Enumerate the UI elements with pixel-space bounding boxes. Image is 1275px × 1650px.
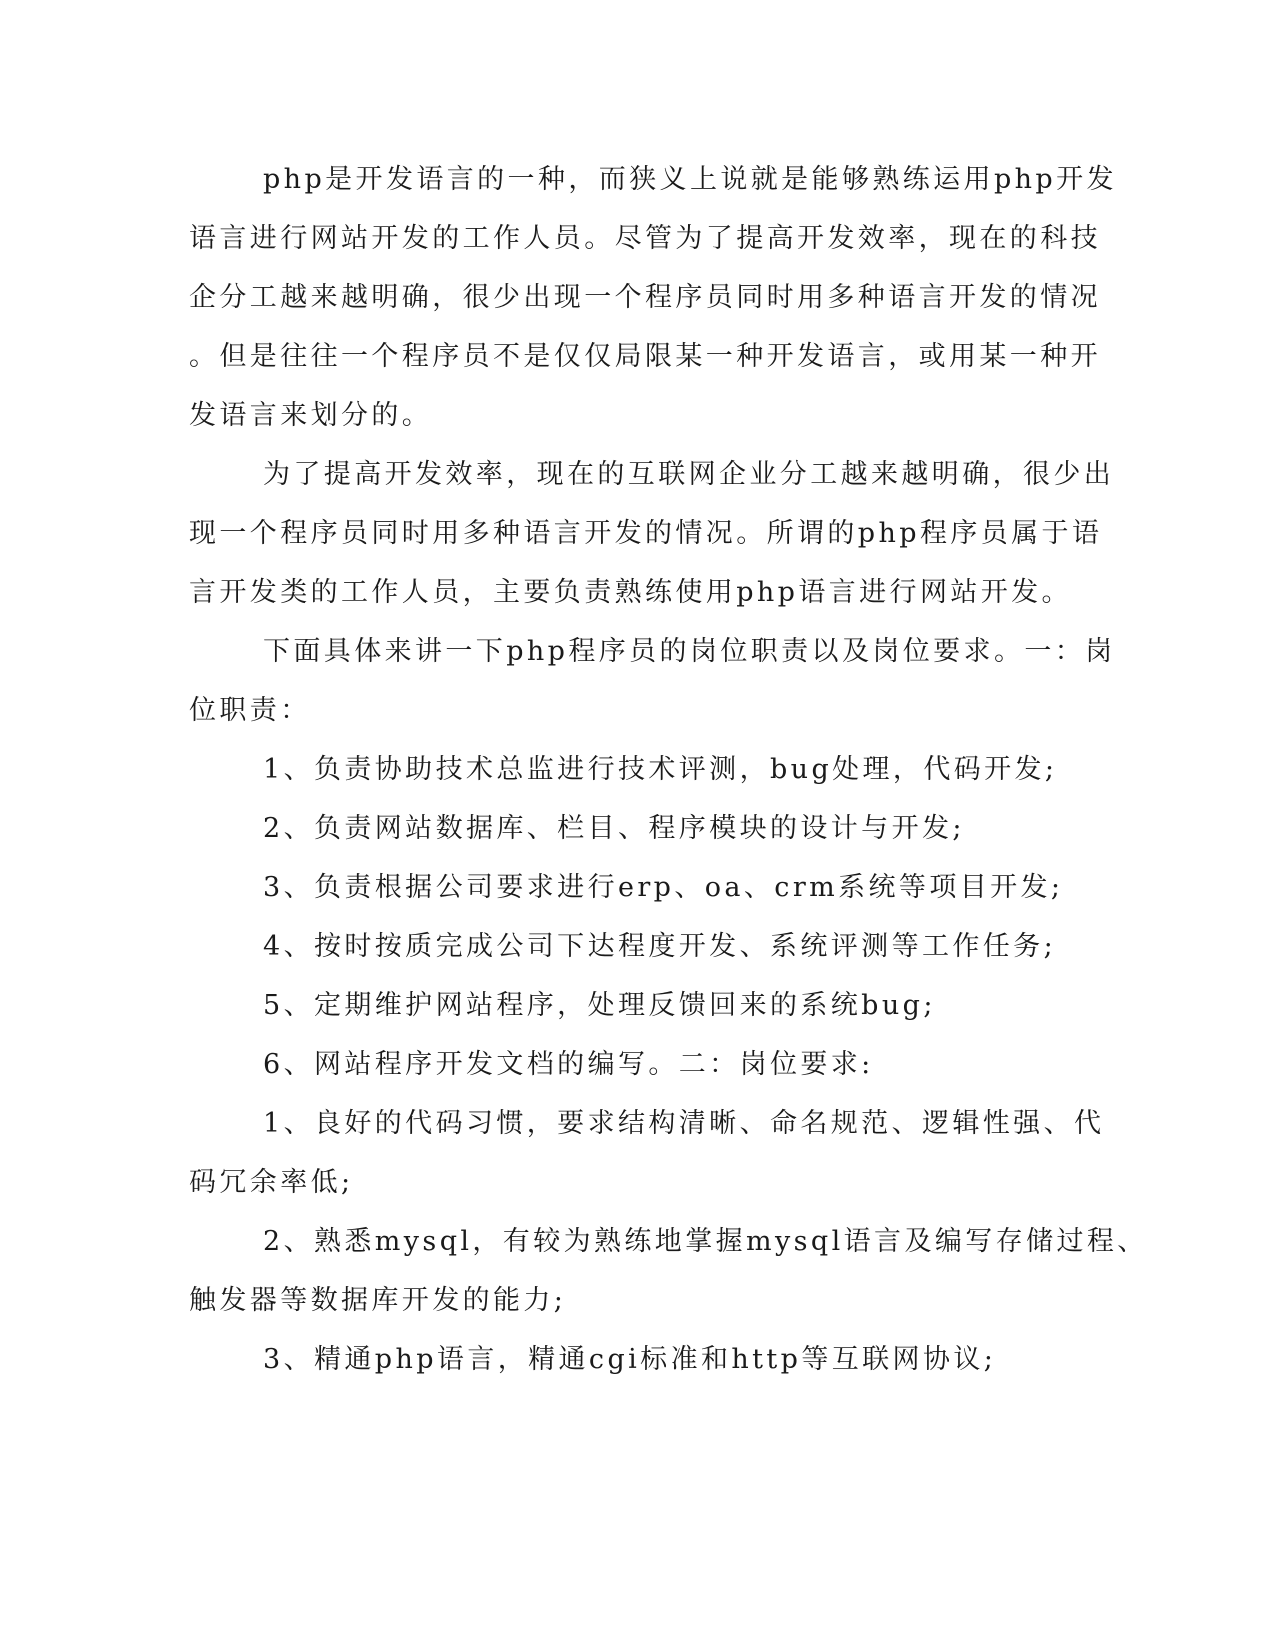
paragraph-3-line-1: 下面具体来讲一下php程序员的岗位职责以及岗位要求。一：岗 — [263, 636, 1116, 667]
paragraph-1-line-1: php是开发语言的一种，而狭义上说就是能够熟练运用php开发 — [263, 164, 1117, 195]
requirement-item-2-line-2: 触发器等数据库开发的能力; — [189, 1285, 567, 1316]
duty-item-5: 5、定期维护网站程序，处理反馈回来的系统bug; — [263, 990, 936, 1021]
paragraph-2-line-3: 言开发类的工作人员，主要负责熟练使用php语言进行网站开发。 — [189, 577, 1072, 608]
duty-item-4: 4、按时按质完成公司下达程度开发、系统评测等工作任务; — [263, 931, 1057, 962]
requirement-item-1-line-2: 码冗余率低; — [189, 1167, 354, 1198]
duty-item-2: 2、负责网站数据库、栏目、程序模块的设计与开发; — [263, 813, 965, 844]
duty-item-6: 6、网站程序开发文档的编写。二：岗位要求: — [263, 1049, 874, 1080]
duty-item-3: 3、负责根据公司要求进行erp、oa、crm系统等项目开发; — [263, 872, 1064, 903]
requirement-item-3: 3、精通php语言，精通cgi标准和http等互联网协议; — [263, 1344, 997, 1375]
paragraph-1-line-3: 企分工越来越明确，很少出现一个程序员同时用多种语言开发的情况 — [189, 282, 1101, 313]
requirement-item-2-line-1: 2、熟悉mysql，有较为熟练地掌握mysql语言及编写存储过程、 — [263, 1226, 1148, 1257]
paragraph-3-line-2: 位职责： — [189, 695, 311, 726]
paragraph-2-line-2: 现一个程序员同时用多种语言开发的情况。所谓的php程序员属于语 — [189, 518, 1103, 549]
paragraph-1-line-4: 。但是往往一个程序员不是仅仅局限某一种开发语言，或用某一种开 — [189, 341, 1101, 372]
duty-item-1: 1、负责协助技术总监进行技术评测，bug处理，代码开发; — [263, 754, 1058, 785]
paragraph-2-line-1: 为了提高开发效率，现在的互联网企业分工越来越明确，很少出 — [263, 459, 1115, 490]
requirement-item-1-line-1: 1、良好的代码习惯，要求结构清晰、命名规范、逻辑性强、代 — [263, 1108, 1105, 1139]
paragraph-1-line-5: 发语言来划分的。 — [189, 400, 433, 431]
paragraph-1-line-2: 语言进行网站开发的工作人员。尽管为了提高开发效率，现在的科技 — [189, 223, 1101, 254]
